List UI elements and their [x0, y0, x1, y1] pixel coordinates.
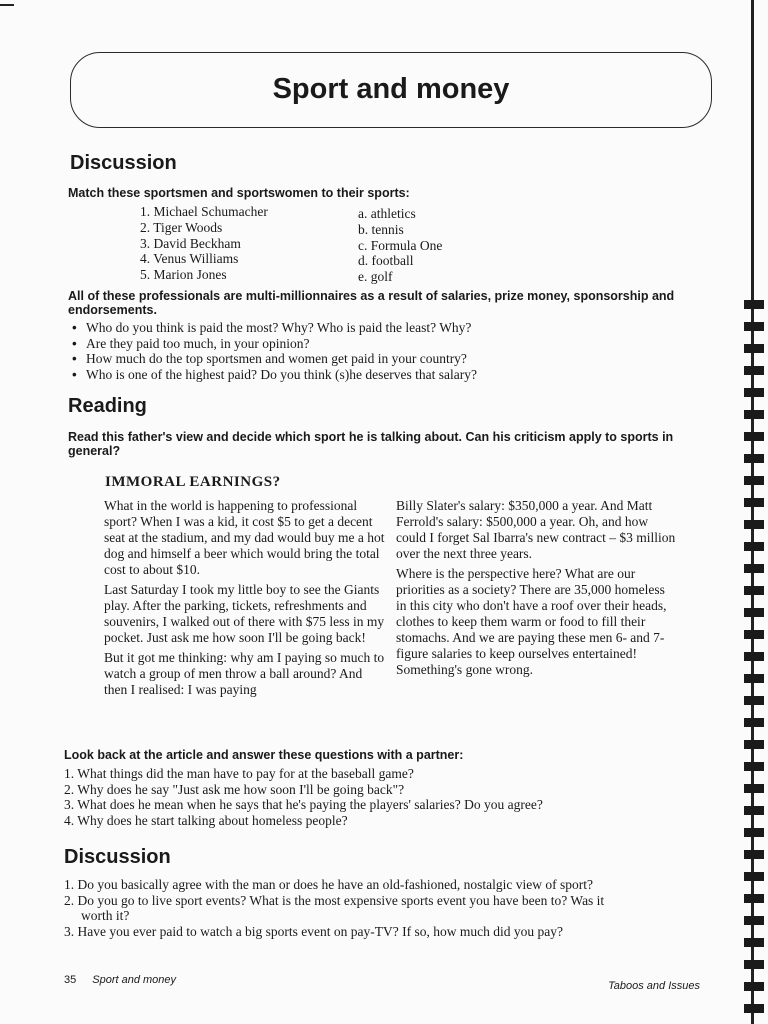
spiral-ring [744, 344, 764, 353]
list-item: 3. David Beckham [140, 235, 241, 251]
list-item: 1. Michael Schumacher [140, 204, 268, 219]
spiral-ring [744, 828, 764, 837]
article-paragraph: Where is the perspective here? What are our priorities as a society? There are 35,000 homeless in this city who don't have a roof over their heads, clothes to keep them warm or food to fill their stomachs. And we are paying these men 6- and 7-figure salaries to keep ourselves entertained! Something's gone wrong. [396, 566, 667, 677]
spiral-ring [744, 916, 764, 925]
list-item: 2. Why does he say "Just ask me how soon I'll be going back"? [64, 781, 405, 797]
article-paragraph: Billy Slater's salary: $350,000 a year. And Matt Ferrold's salary: $500,000 a year. Oh, and how could I forget Sal Ibarra's new contract – $3 million over the next three years. [396, 498, 676, 561]
spiral-ring [744, 410, 764, 419]
reading-heading: Reading [68, 395, 147, 417]
list-item-continuation: worth it? [81, 908, 130, 924]
spiral-spine [751, 0, 754, 1024]
spiral-ring [744, 608, 764, 617]
list-item: 4. Why does he start talking about homeless people? [64, 812, 348, 828]
discussion-questions [64, 877, 604, 939]
article-left-column [104, 498, 386, 702]
spiral-ring [744, 630, 764, 639]
spiral-ring [744, 542, 764, 551]
list-item: 3. Have you ever paid to watch a big sports event on pay-TV? If so, how much did you pay? [64, 923, 563, 939]
spiral-ring [744, 520, 764, 529]
match-instruction: Match these sportsmen and sportswomen to their sports: [68, 186, 410, 200]
spiral-ring [744, 696, 764, 705]
spiral-ring [744, 982, 764, 991]
list-item: 2. Tiger Woods [140, 219, 223, 235]
reading-instruction: Read this father's view and decide which sport he is talking about. Can his criticism apply to sports in general? [68, 430, 674, 458]
spiral-ring [744, 938, 764, 947]
list-item: 3. What does he mean when he says that he's paying the players' salaries? Do you agree? [64, 797, 543, 813]
spiral-ring [744, 740, 764, 749]
article-paragraph: But it got me thinking: why am I paying so much to watch a group of men throw a ball around? And then I realised: I was paying [104, 650, 385, 697]
spiral-ring [744, 300, 764, 309]
footer-book-title: Taboos and Issues [608, 980, 700, 992]
list-item: • Who do you think is paid the most? Why? Who is paid the least? Why? [72, 320, 477, 336]
spiral-ring [744, 322, 764, 331]
article-right-column [396, 498, 676, 682]
spiral-ring [744, 960, 764, 969]
spiral-ring [744, 586, 764, 595]
list-item: • Are they paid too much, in your opinion? [72, 336, 477, 352]
reading-questions [64, 766, 543, 828]
sports-list [358, 206, 442, 285]
spiral-ring [744, 784, 764, 793]
spiral-ring [744, 872, 764, 881]
spiral-ring [744, 894, 764, 903]
spiral-ring [744, 564, 764, 573]
list-item: • How much do the top sportsmen and women get paid in your country? [72, 351, 477, 367]
questions-instruction: Look back at the article and answer these questions with a partner: [64, 748, 464, 762]
spiral-ring [744, 850, 764, 859]
spiral-ring [744, 388, 764, 397]
spiral-ring [744, 1004, 764, 1013]
list-item: b. tennis [358, 221, 404, 237]
list-item: 1. What things did the man have to pay for at the baseball game? [64, 766, 414, 781]
discussion-bullets [72, 320, 477, 382]
list-item: c. Formula One [358, 237, 443, 253]
page-number: 35 [64, 974, 77, 986]
title-box [70, 52, 712, 128]
spiral-ring [744, 652, 764, 661]
article-paragraph: What in the world is happening to professional sport? When I was a kid, it cost $5 to get a decent seat at the stadium, and my dad would buy me a hot dog and himself a beer which would bring the total cost to about $10. [104, 498, 385, 577]
list-item: 2. Do you go to live sport events? What is the most expensive sports event you have been to? Was it [64, 892, 605, 908]
list-item: 4. Venus Williams [140, 251, 239, 267]
footer-left [64, 974, 176, 986]
list-item: a. athletics [358, 206, 416, 221]
spiral-ring [744, 454, 764, 463]
spiral-ring [744, 806, 764, 815]
list-item: • Who is one of the highest paid? Do you think (s)he deserves that salary? [72, 367, 477, 383]
list-item: 1. Do you basically agree with the man or does he have an old-fashioned, nostalgic view of sport? [64, 877, 593, 892]
spiral-ring [744, 476, 764, 485]
spiral-ring [744, 498, 764, 507]
people-list [140, 204, 268, 283]
spiral-ring [744, 674, 764, 683]
corner-mark [0, 4, 14, 6]
page-title: Sport and money [272, 73, 510, 105]
list-item: 5. Marion Jones [140, 267, 227, 283]
article-paragraph: Last Saturday I took my little boy to see the Giants play. After the parking, tickets, refreshments and souvenirs, I walked out of there with $75 less in my pocket. Just ask me how soon I'll be going back! [104, 582, 385, 645]
discussion-heading: Discussion [70, 152, 177, 174]
spiral-ring [744, 718, 764, 727]
list-item: d. football [358, 253, 414, 269]
spiral-ring [744, 762, 764, 771]
article-title: IMMORAL EARNINGS? [105, 474, 281, 490]
discussion-heading-2: Discussion [64, 846, 171, 868]
list-item: e. golf [358, 269, 393, 285]
spiral-ring [744, 366, 764, 375]
spiral-ring [744, 432, 764, 441]
millionaires-note: All of these professionals are multi-millionnaires as a result of salaries, prize money, sponsorship and endorsements. [68, 289, 675, 317]
spiral-binding [740, 0, 768, 1024]
footer-section-title: Sport and money [92, 974, 177, 986]
